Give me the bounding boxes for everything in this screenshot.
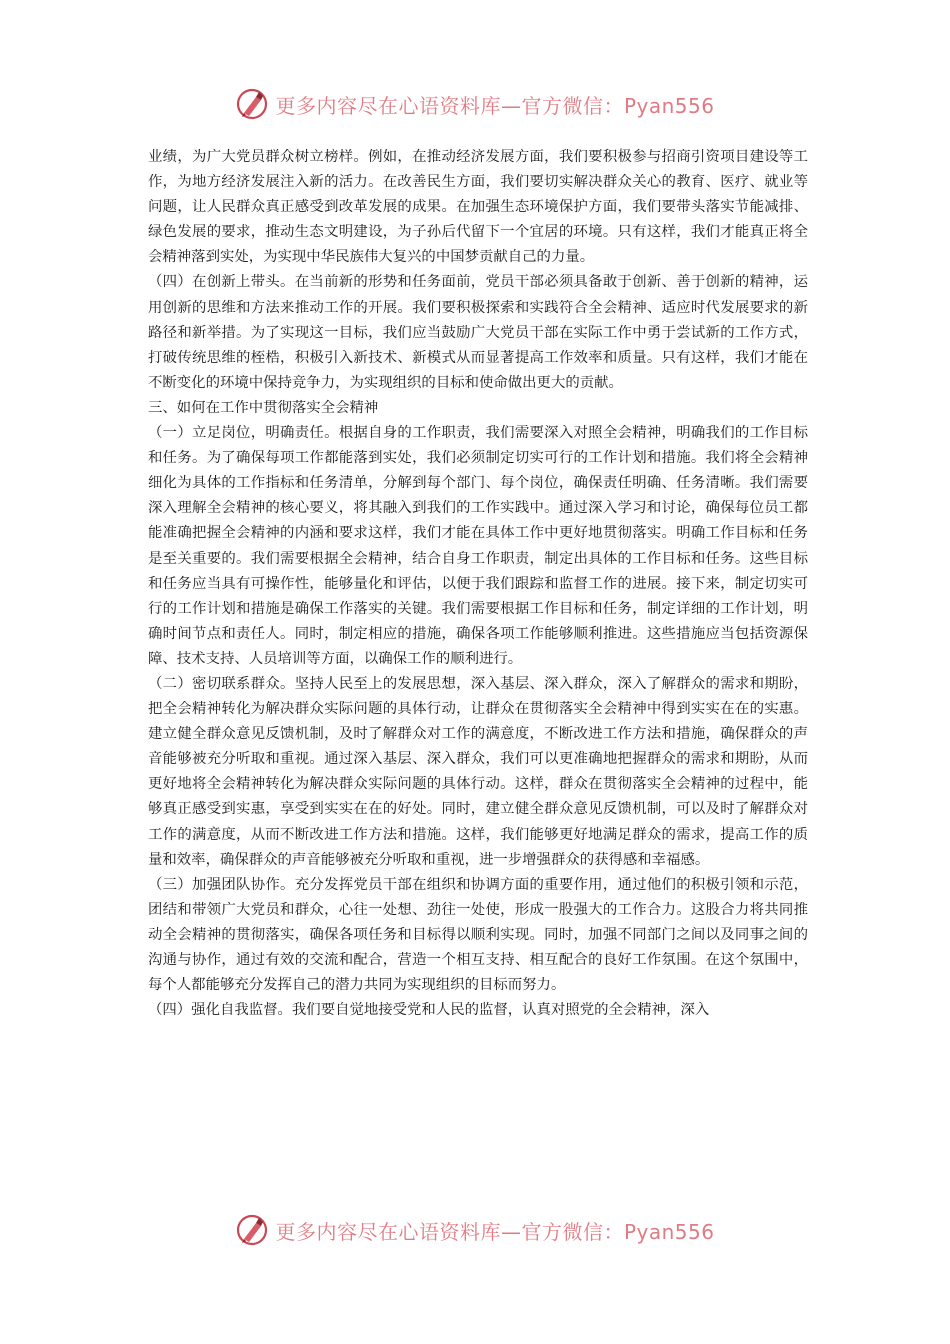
document-body xyxy=(148,145,808,1023)
section-heading: 三、如何在工作中贯彻落实全会精神 xyxy=(148,399,379,416)
paragraph: （二）密切联系群众。坚持人民至上的发展思想，深入基层、深入群众，深入了解群众的需求和期盼，把全会精神转化为解决群众实际问题的具体行动，让群众在贯彻落实全会精神中得到实实在在的实惠。建立健全群众意见反馈机制，及时了解群众对工作的满意度，不断改进工作方法和措施，确保群众的声音能够被充分听取和重视。通过深入基层、深入群众，我们可以更准确地把握群众的需求和期盼，从而更好地将全会精神转化为解决群众实际问题的具体行动。这样，群众在贯彻落实全会精神的过程中，能够真正感受到实惠，享受到实实在在的好处。同时，建立健全群众意见反馈机制，可以及时了解群众对工作的满意度，从而不断改进工作方法和措施。这样，我们能够更好地满足群众的需求，提高工作的质量和效率，确保群众的声音能够被充分听取和重视，进一步增强群众的获得感和幸福感。 xyxy=(148,675,808,868)
paragraph: （一）立足岗位，明确责任。根据自身的工作职责，我们需要深入对照全会精神，明确我们的工作目标和任务。为了确保每项工作都能落到实处，我们必须制定切实可行的工作计划和措施。我们将全会精神细化为具体的工作指标和任务清单，分解到每个部门、每个岗位，确保责任明确、任务清晰。我们需要深入理解全会精神的核心要义，将其融入到我们的工作实践中。通过深入学习和讨论，确保每位员工都能准确把握全会精神的内涵和要求这样，我们才能在具体工作中更好地贯彻落实。明确工作目标和任务是至关重要的。我们需要根据全会精神，结合自身工作职责，制定出具体的工作目标和任务。这些目标和任务应当具有可操作性，能够量化和评估，以便于我们跟踪和监督工作的进展。接下来，制定切实可行的工作计划和措施是确保工作落实的关键。我们需要根据工作目标和任务，制定详细的工作计划，明确时间节点和责任人。同时，制定相应的措施，确保各项工作能够顺利推进。这些措施应当包括资源保障、技术支持、人员培训等方面，以确保工作的顺利进行。 xyxy=(148,425,808,667)
paragraph: 业绩，为广大党员群众树立榜样。例如，在推动经济发展方面，我们要积极参与招商引资项目建设等工作，为地方经济发展注入新的活力。在改善民生方面，我们要切实解决群众关心的教育、医疗、就业等问题，让人民群众真正感受到改革发展的成果。在加强生态环境保护方面，我们要带头落实节能减排、绿色发展的要求，推动生态文明建设，为子孙后代留下一个宜居的环境。只有这样，我们才能真正将全会精神落到实处，为实现中华民族伟大复兴的中国梦贡献自己的力量。 xyxy=(148,149,808,266)
pen-nib-circle-icon xyxy=(235,1213,269,1247)
paragraph: （四）强化自我监督。我们要自觉地接受党和人民的监督，认真对照党的全会精神，深入 xyxy=(148,1002,710,1019)
header-banner xyxy=(0,84,950,124)
paragraph: （四）在创新上带头。在当前新的形势和任务面前，党员干部必须具备敢于创新、善于创新的精神，运用创新的思维和方法来推动工作的开展。我们要积极探索和实践符合全会精神、适应时代发展要求的新路径和新举措。为了实现这一目标，我们应当鼓励广大党员干部在实际工作中勇于尝试新的工作方式，打破传统思维的桎梏，积极引入新技术、新模式从而显著提高工作效率和质量。只有这样，我们才能在不断变化的环境中保持竞争力，为实现组织的目标和使命做出更大的贡献。 xyxy=(148,274,808,391)
pen-nib-circle-icon xyxy=(235,87,269,121)
header-banner-text: 更多内容尽在心语资料库—官方微信：Pyan556 xyxy=(275,93,715,118)
footer-banner xyxy=(0,1210,950,1250)
footer-banner-text: 更多内容尽在心语资料库—官方微信：Pyan556 xyxy=(275,1219,715,1244)
paragraph: （三）加强团队协作。充分发挥党员干部在组织和协调方面的重要作用，通过他们的积极引领和示范，团结和带领广大党员和群众，心往一处想、劲往一处使，形成一股强大的工作合力。这股合力将共同推动全会精神的贯彻落实，确保各项任务和目标得以顺利实现。同时，加强不同部门之间以及同事之间的沟通与协作，通过有效的交流和配合，营造一个相互支持、相互配合的良好工作氛围。在这个氛围中，每个人都能够充分发挥自己的潜力共同为实现组织的目标而努力。 xyxy=(148,876,808,994)
